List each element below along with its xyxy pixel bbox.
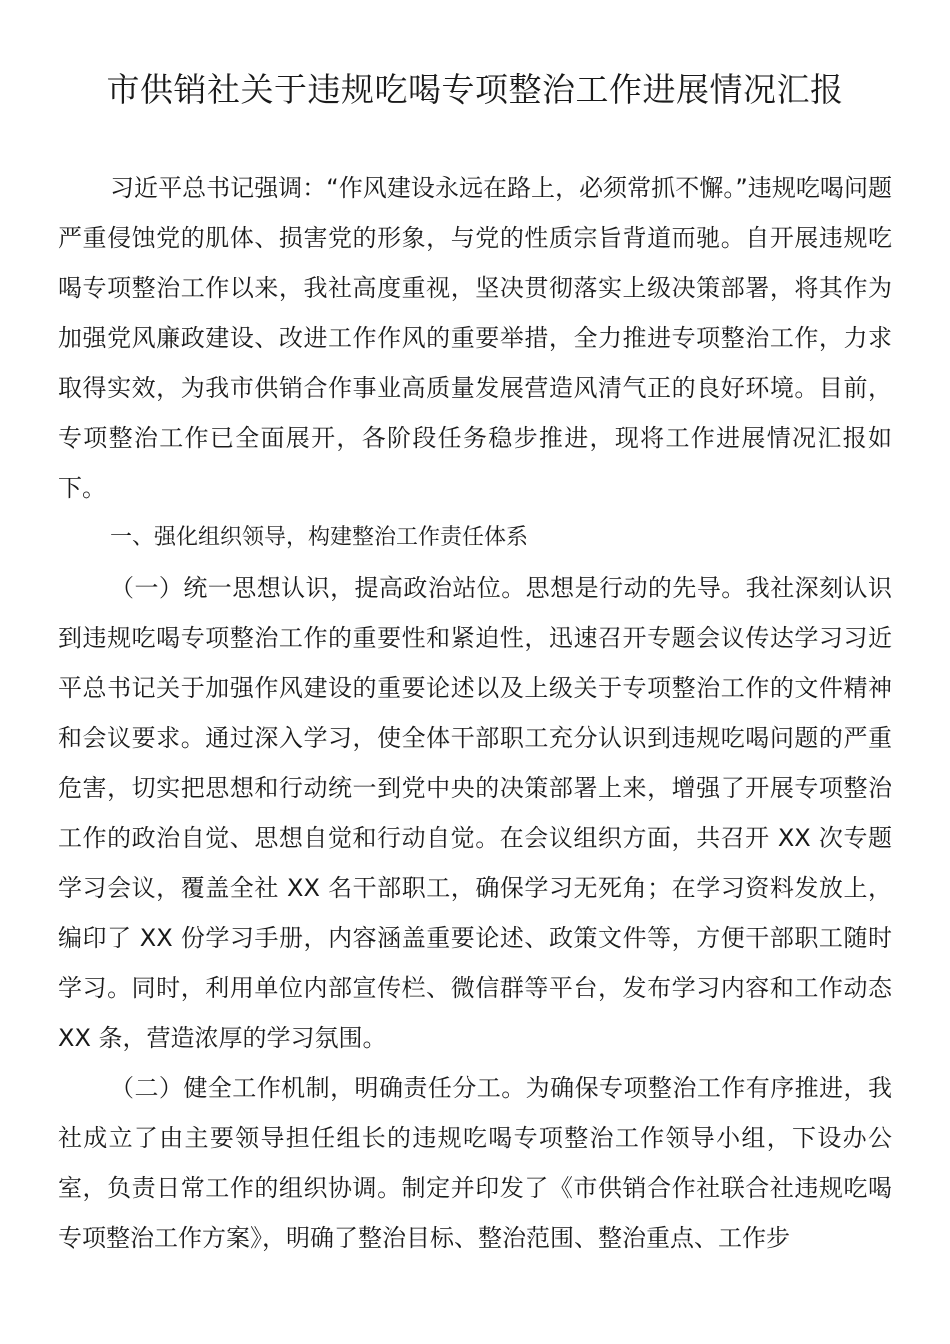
section1-paragraph-2: （二）健全工作机制，明确责任分工。为确保专项整治工作有序推进，我社成立了由主要领导担任组长的违规吃喝专项整治工作领导小组，下设办公室，负责日常工作的组织协调。制定并印发了《市供销合作社联合社违规吃喝专项整治工作方案》，明确了整治目标、整治范围、整治重点、工作步 [58,1074,892,1252]
section1-paragraph-1: （一）统一思想认识，提高政治站位。思想是行动的先导。我社深刻认识到违规吃喝专项整治工作的重要性和紧迫性，迅速召开专题会议传达学习习近平总书记关于加强作风建设的重要论述以及上级关于专项整治工作的文件精神和会议要求。通过深入学习，使全体干部职工充分认识到违规吃喝问题的严重危害，切实把思想和行动统一到党中央的决策部署上来，增强了开展专项整治工作的政治自觉、思想自觉和行动自觉。在会议组织方面，共召开 XX 次专题学习会议，覆盖全社 XX 名干部职工，确保学习无死角；在学习资料发放上，编印了 XX 份学习手册，内容涵盖重要论述、政策文件等，方便干部职工随时学习。同时，利用单位内部宣传栏、微信群等平台，发布学习内容和工作动态 XX 条，营造浓厚的学习氛围。 [58,574,892,1052]
section-heading-1: 一、强化组织领导，构建整治工作责任体系 [110,525,529,550]
intro-paragraph: 习近平总书记强调：“作风建设永远在路上，必须常抓不懈。”违规吃喝问题严重侵蚀党的肌体、损害党的形象，与党的性质宗旨背道而驰。自开展违规吃喝专项整治工作以来，我社高度重视，坚决贯彻落实上级决策部署，将其作为加强党风廉政建设、改进工作作风的重要举措，全力推进专项整治工作，力求取得实效，为我市供销合作事业高质量发展营造风清气正的良好环境。目前，专项整治工作已全面展开，各阶段任务稳步推进，现将工作进展情况汇报如下。 [58,174,892,502]
document-title: 市供销社关于违规吃喝专项整治工作进展情况汇报 [106,70,844,109]
document-body [58,163,892,1263]
